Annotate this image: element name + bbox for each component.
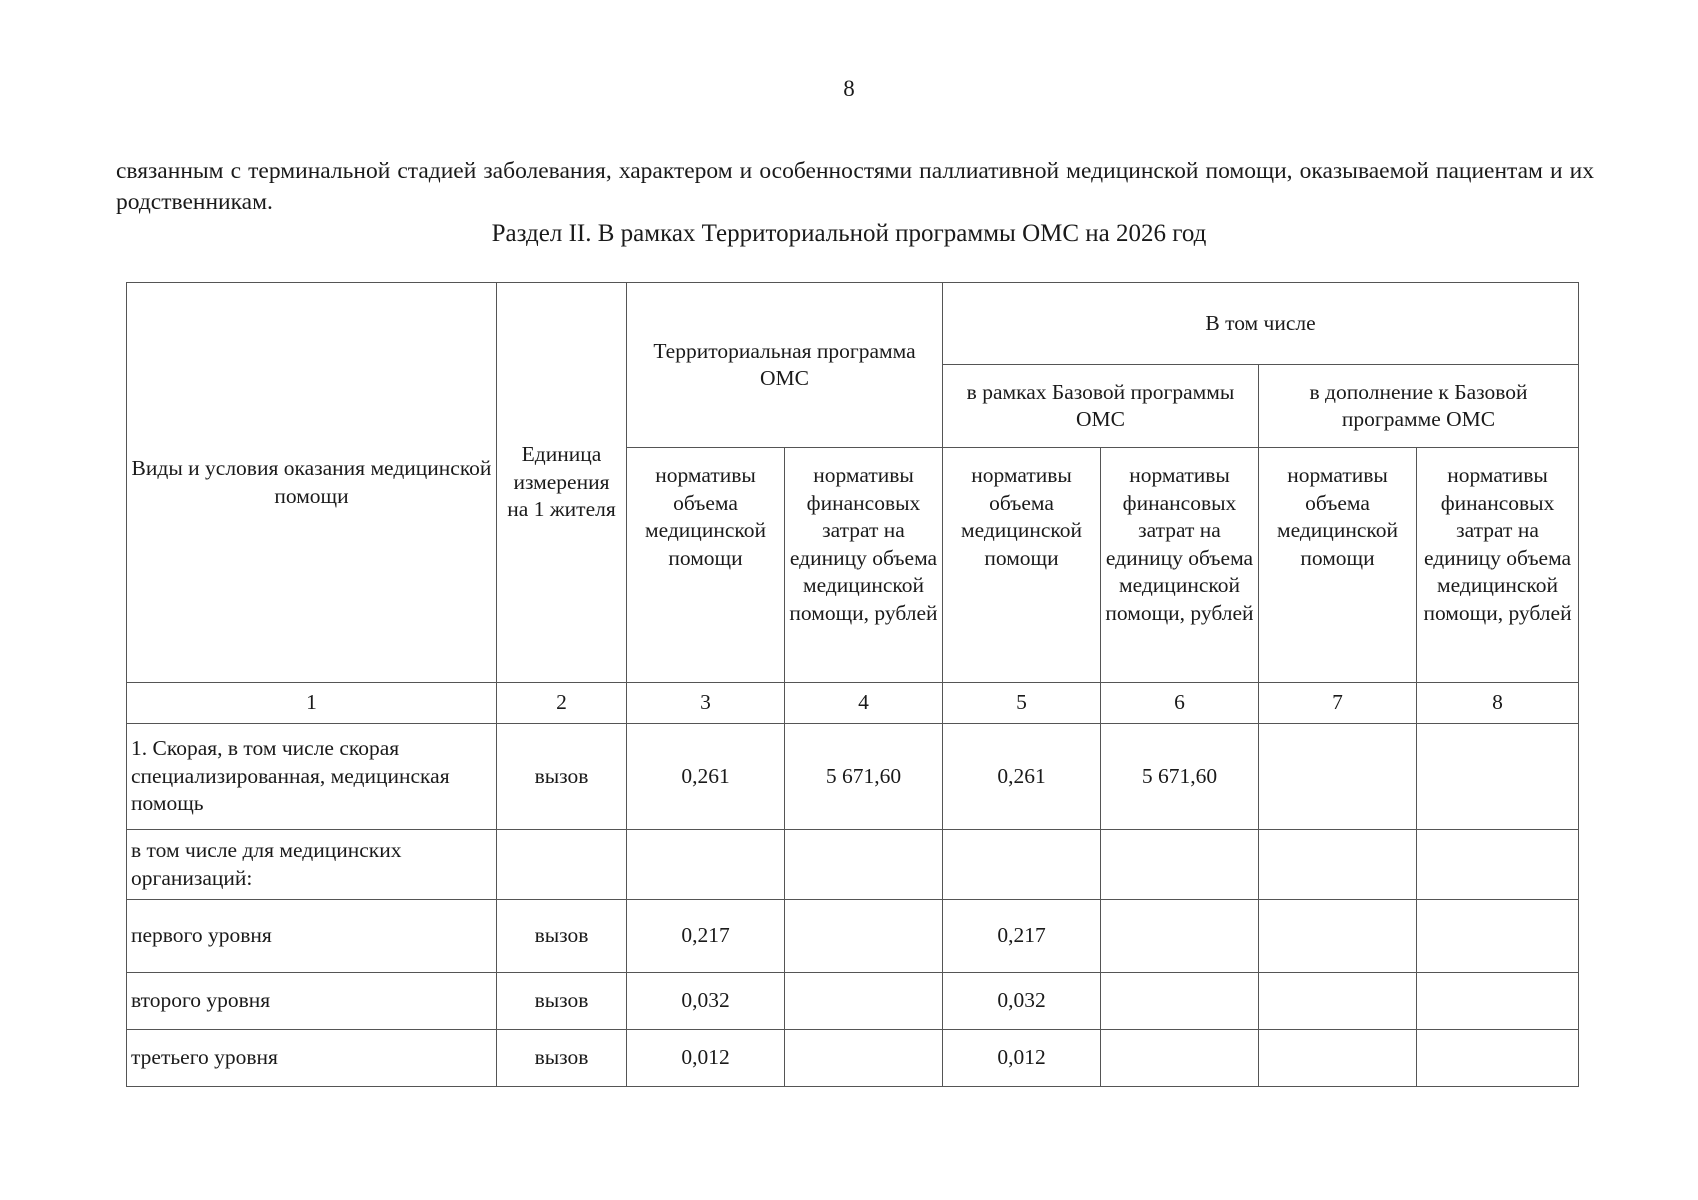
- column-number: 7: [1259, 683, 1417, 724]
- row-unit: вызов: [497, 724, 627, 830]
- cell-territorial-cost: [785, 1030, 943, 1087]
- table-row: [127, 830, 1579, 900]
- cell-territorial-volume: 0,217: [627, 900, 785, 973]
- table-row: [127, 900, 1579, 973]
- column-number: 1: [127, 683, 497, 724]
- cell-base-cost: [1101, 830, 1259, 900]
- cell-base-cost: 5 671,60: [1101, 724, 1259, 830]
- cell-additional-volume: [1259, 900, 1417, 973]
- column-number: 5: [943, 683, 1101, 724]
- column-number: 8: [1417, 683, 1579, 724]
- cell-additional-cost: [1417, 724, 1579, 830]
- cell-base-volume: 0,032: [943, 973, 1101, 1030]
- intro-paragraph: связанным с терминальной стадией заболевания, характером и особенностями паллиативной медицинской помощи, оказываемой пациентам и их родственникам.: [116, 158, 1594, 215]
- cell-base-cost: [1101, 1030, 1259, 1087]
- header-unit: Единица измерения на 1 жителя: [497, 283, 627, 683]
- header-base: в рамках Базовой программы ОМС: [943, 365, 1259, 448]
- cell-base-volume: [943, 830, 1101, 900]
- header-volume: нормативы объема медицинской помощи: [943, 448, 1101, 683]
- cell-base-cost: [1101, 900, 1259, 973]
- cell-base-volume: 0,012: [943, 1030, 1101, 1087]
- header-volume: нормативы объема медицинской помощи: [1259, 448, 1417, 683]
- cell-territorial-cost: [785, 973, 943, 1030]
- table-row: [127, 724, 1579, 830]
- cell-territorial-cost: 5 671,60: [785, 724, 943, 830]
- row-unit: [497, 830, 627, 900]
- header-additional: в дополнение к Базовой программе ОМС: [1259, 365, 1579, 448]
- cell-territorial-cost: [785, 900, 943, 973]
- header-territorial: Территориальная программа ОМС: [627, 283, 943, 448]
- header-including: В том числе: [943, 283, 1579, 365]
- header-types: Виды и условия оказания медицинской помощи: [127, 283, 497, 683]
- cell-base-volume: 0,261: [943, 724, 1101, 830]
- cell-additional-cost: [1417, 900, 1579, 973]
- column-number: 2: [497, 683, 627, 724]
- row-label: 1. Скорая, в том числе скорая специализированная, медицинская помощь: [127, 724, 497, 830]
- cell-territorial-volume: [627, 830, 785, 900]
- cell-territorial-cost: [785, 830, 943, 900]
- cell-additional-cost: [1417, 973, 1579, 1030]
- column-number: 4: [785, 683, 943, 724]
- cell-additional-cost: [1417, 830, 1579, 900]
- row-label: первого уровня: [127, 900, 497, 973]
- cell-additional-volume: [1259, 830, 1417, 900]
- cell-additional-volume: [1259, 724, 1417, 830]
- column-numbers-row: [127, 683, 1579, 724]
- table-row: [127, 1030, 1579, 1087]
- page-number: 8: [843, 76, 855, 101]
- row-label: третьего уровня: [127, 1030, 497, 1087]
- header-cost: нормативы финансовых затрат на единицу объема медицинской помощи, рублей: [1101, 448, 1259, 683]
- header-cost: нормативы финансовых затрат на единицу объема медицинской помощи, рублей: [785, 448, 943, 683]
- row-label: в том числе для медицинских организаций:: [127, 830, 497, 900]
- cell-territorial-volume: 0,261: [627, 724, 785, 830]
- norms-table: [126, 282, 1579, 1087]
- column-number: 6: [1101, 683, 1259, 724]
- cell-territorial-volume: 0,012: [627, 1030, 785, 1087]
- section-title: Раздел II. В рамках Территориальной программы ОМС на 2026 год: [491, 220, 1207, 247]
- header-cost: нормативы финансовых затрат на единицу объема медицинской помощи, рублей: [1417, 448, 1579, 683]
- row-unit: вызов: [497, 900, 627, 973]
- cell-additional-cost: [1417, 1030, 1579, 1087]
- row-unit: вызов: [497, 973, 627, 1030]
- row-label: второго уровня: [127, 973, 497, 1030]
- table-row: [127, 973, 1579, 1030]
- cell-additional-volume: [1259, 1030, 1417, 1087]
- row-unit: вызов: [497, 1030, 627, 1087]
- cell-base-cost: [1101, 973, 1259, 1030]
- cell-base-volume: 0,217: [943, 900, 1101, 973]
- header-volume: нормативы объема медицинской помощи: [627, 448, 785, 683]
- column-number: 3: [627, 683, 785, 724]
- cell-additional-volume: [1259, 973, 1417, 1030]
- cell-territorial-volume: 0,032: [627, 973, 785, 1030]
